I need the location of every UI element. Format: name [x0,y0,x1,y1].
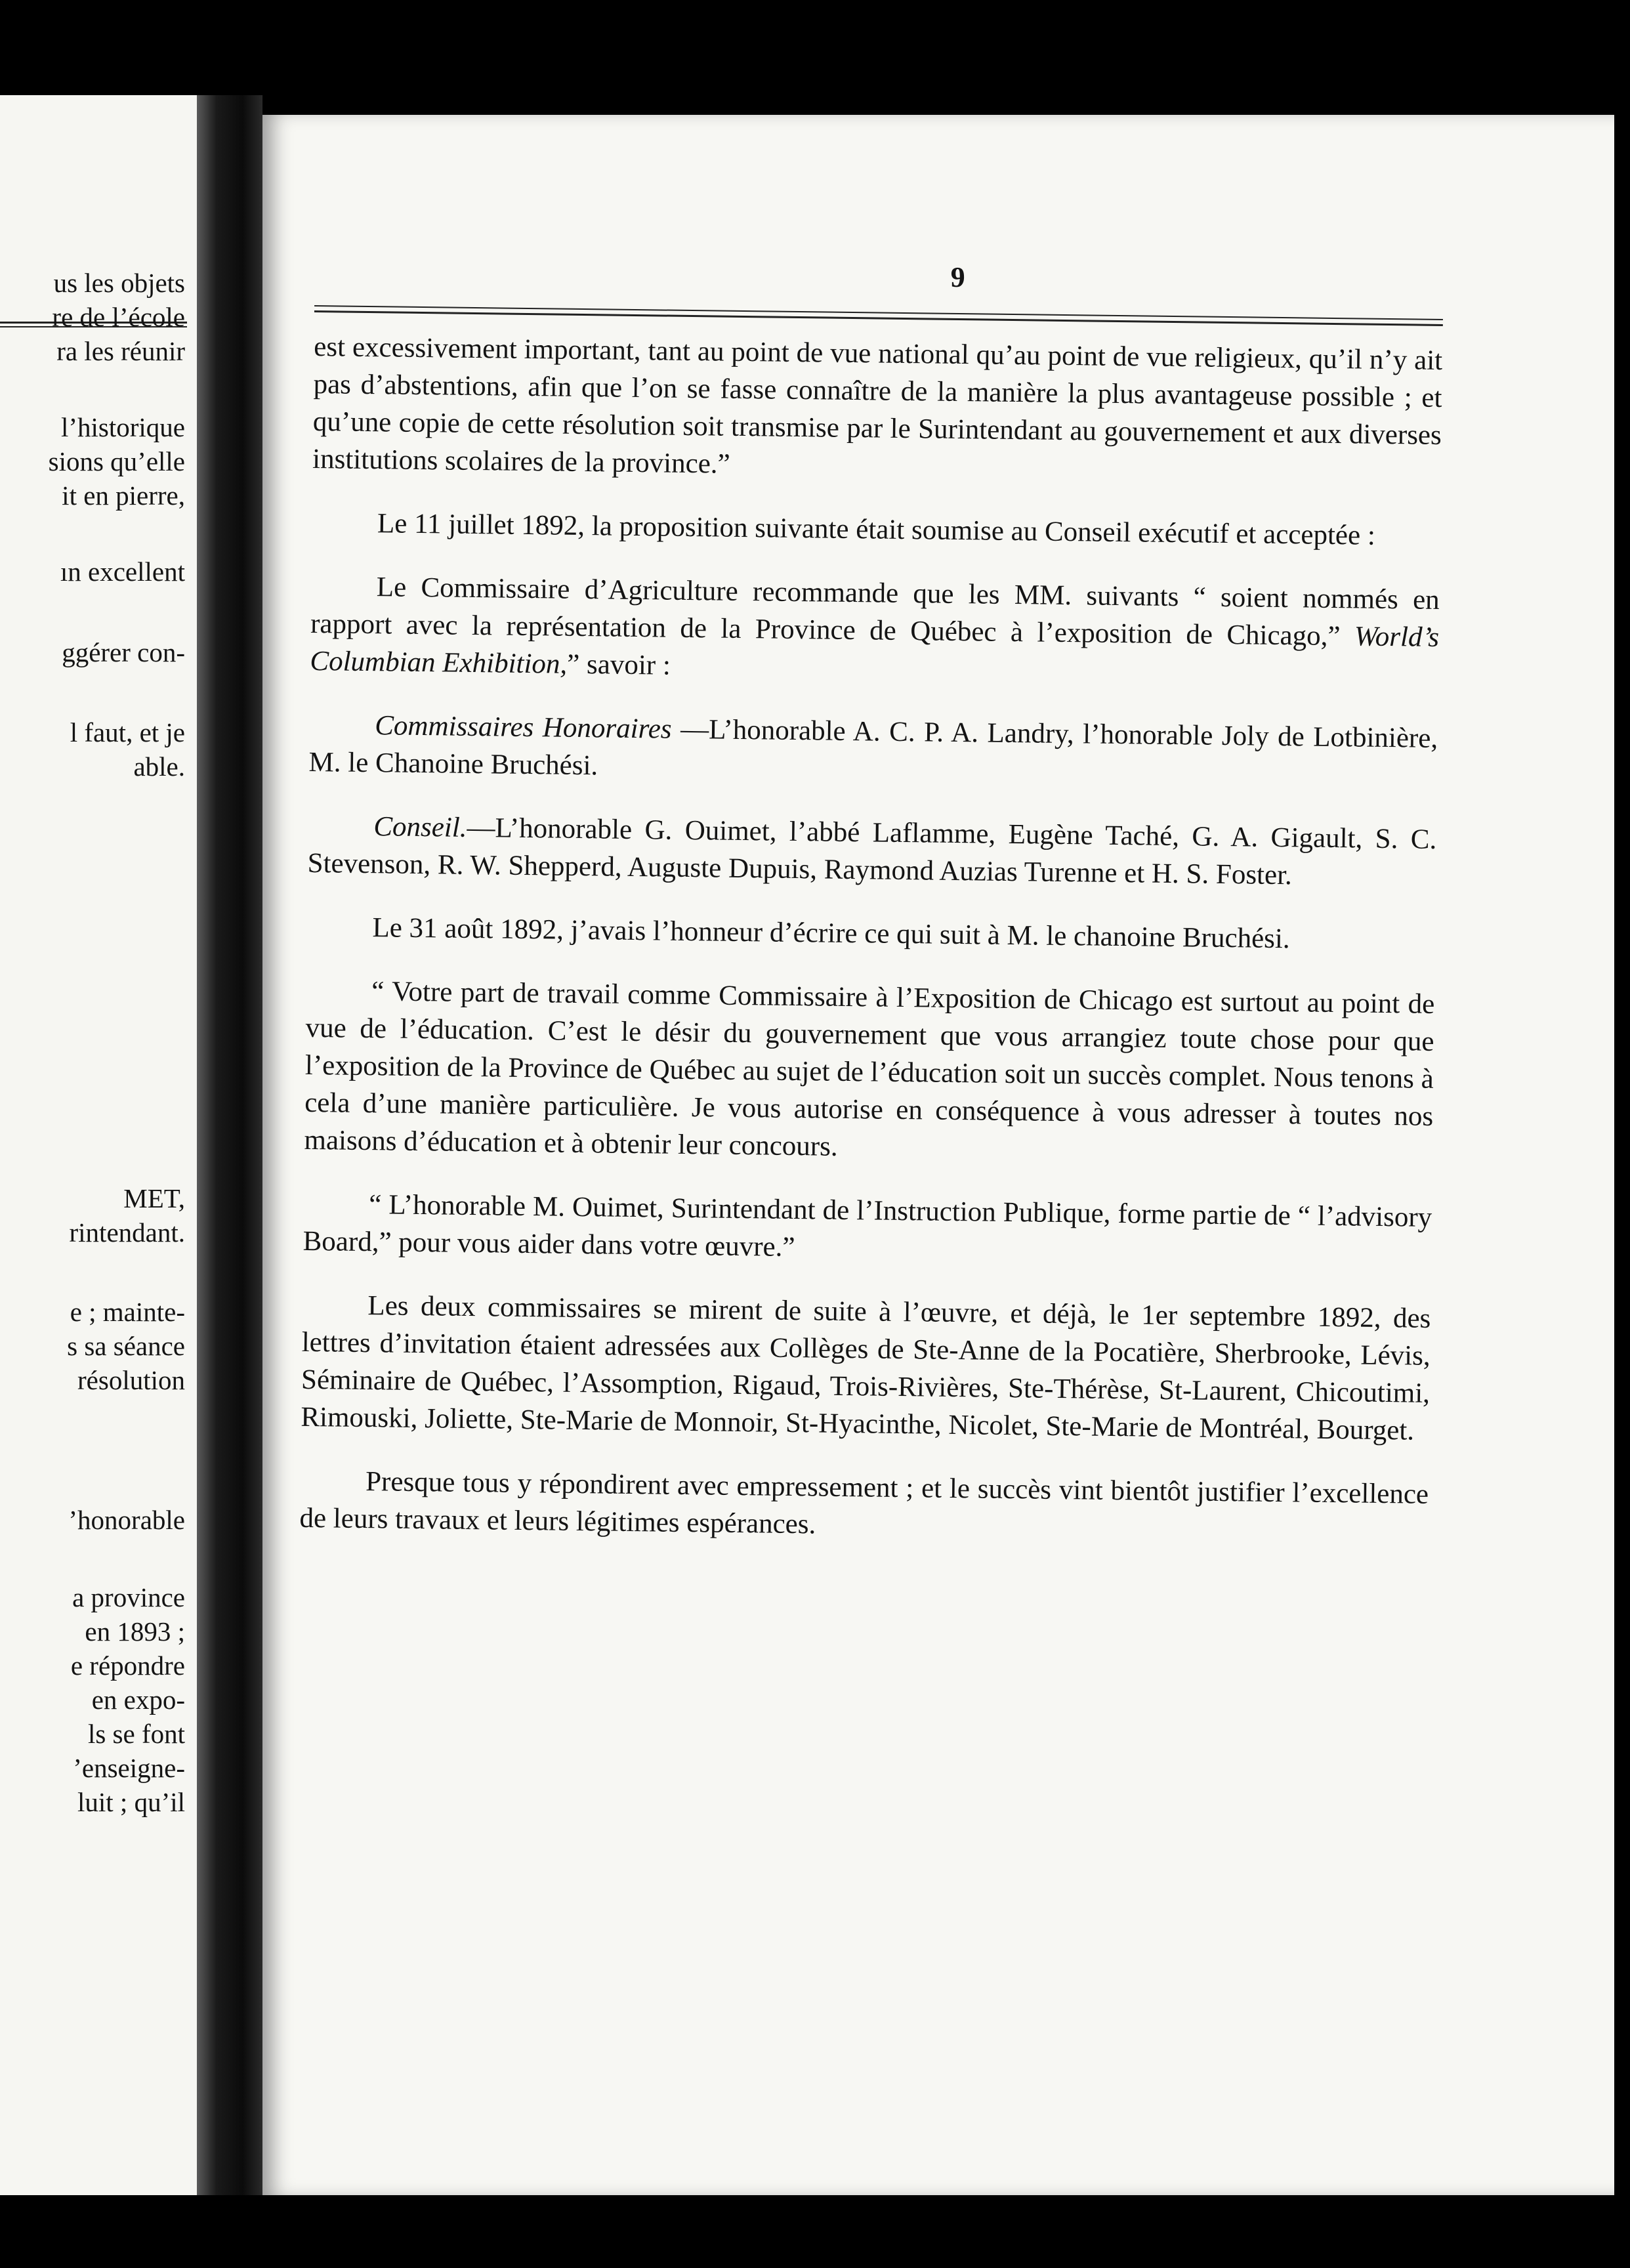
book-spine-shadow [197,95,262,2195]
paragraph: Presque tous y répondirent avec empressement ; et le succès vint bientôt justifier l’excellence de leurs travaux et leurs légitimes espérances. [299,1466,1429,1540]
previous-page [0,95,197,2195]
paragraph-text: ” savoir : [566,648,671,681]
page-number: 9 [950,261,965,294]
paragraph-text: —L’honorable A. C. P. A. Landry, l’honorable Joly de Lotbinière, M. le Chanoine Bruchési. [308,713,1438,782]
previous-page-line: ’enseigne- [73,1753,185,1783]
page-content [299,256,1444,1540]
previous-page-line: us les objets [53,268,185,298]
paragraph-label: Conseil. [373,811,467,843]
previous-page-line: e ; mainte- [70,1297,185,1327]
previous-page-line: résolution [77,1365,185,1395]
previous-page-line: l’historique [60,412,185,442]
previous-page-line: en expo- [91,1685,185,1715]
previous-page-line: l faut, et je [70,717,185,747]
previous-page-line: ggérer con- [62,637,185,667]
paragraph-text: Le Commissaire d’Agriculture recommande que les MM. suivants “ soient nommés en rapport avec la représentation de la Province de Québec à l’exposition de Chicago,” [310,572,1440,652]
paragraph-label: Commissaires Honoraires [374,710,672,745]
exhibition-name: World’s Columbian Exhibition, [310,621,1440,680]
previous-page-line: re de l’école [52,302,185,332]
header-rule [314,305,1443,326]
body-text [299,328,1442,1551]
paragraph [308,706,1438,795]
paragraph: Les deux commissaires se mirent de suite à l’œuvre, et déjà, le 1er septembre 1892, des lettres d’invitation étaient adressées aux Collèges de Ste-Anne de la Pocatière, Sherbrooke, Lévis, Séminaire de Québec, l’Assomption, Rigaud, Trois-Rivières, Ste-Thérèse, St-Laurent, Chicoutimi, Rimouski, Joliette, Ste-Marie de Monnoir, St-Hyacinthe, Nicolet, Ste-Marie de Montréal, Bourget. [301,1290,1431,1446]
previous-page-line: MET, [123,1183,185,1213]
paragraph-text: —L’honorable G. Ouimet, l’abbé Laflamme, Eugène Taché, G. A. Gigault, S. C. Stevenson, R. W. Shepperd, Auguste Dupuis, Raymond Auzias Turenne et H. S. Foster. [307,812,1437,891]
previous-page-line: ls se font [87,1719,185,1749]
previous-page-line: ra les réunir [56,336,185,366]
previous-page-line: sions qu’elle [48,446,185,476]
previous-page-line: able. [133,751,185,782]
paragraph [307,807,1436,896]
previous-page-line: e répondre [70,1650,185,1681]
previous-page-line: a province [72,1582,185,1612]
previous-page-line: en 1893 ; [85,1616,185,1647]
paragraph: “ L’honorable M. Ouimet, Surintendant de l’Instruction Publique, forme partie de “ l’advisory Board,” pour vous aider dans votre œuvre.” [303,1189,1432,1263]
previous-page-line: it en pierre, [62,480,185,511]
previous-page-line: ın excellent [60,556,185,587]
paragraph: “ Votre part de travail comme Commissaire à l’Exposition de Chicago est surtout au point de vue de l’éducation. C’est le désir du gouvernement que vous arrangiez toute chose pour que l’exposition de la Province de Québec au sujet de l’éducation soit un succès complet. Nous tenons à cela d’une manière particulière. Je vous autorise en conséquence à vous adresser à toutes nos maisons d’éducation et à obtenir leur concours. [304,976,1435,1162]
book-page [262,115,1614,2195]
previous-page-line: rintendant. [69,1217,185,1248]
paragraph: est excessivement important, tant au point de vue national qu’au point de vue religieux, qu’il n’y ait pas d’abstentions, afin que l’on se fasse connaître de la manière la plus avantageuse possible ; et qu’une copie de cette résolution soit transmise par le Surintendant au gouvernement et aux diverses institutions scolaires de la province.” [312,331,1443,480]
paragraph [310,568,1440,694]
previous-page-line: luit ; qu’il [77,1787,185,1817]
paragraph: Le 11 juillet 1892, la proposition suivante était soumise au Conseil exécutif et acceptée : [377,508,1376,551]
previous-page-line: s sa séance [67,1331,185,1361]
paragraph: Le 31 août 1892, j’avais l’honneur d’écrire ce qui suit à M. le chanoine Bruchési. [372,912,1290,955]
previous-page-line: ’honorable [68,1505,185,1535]
